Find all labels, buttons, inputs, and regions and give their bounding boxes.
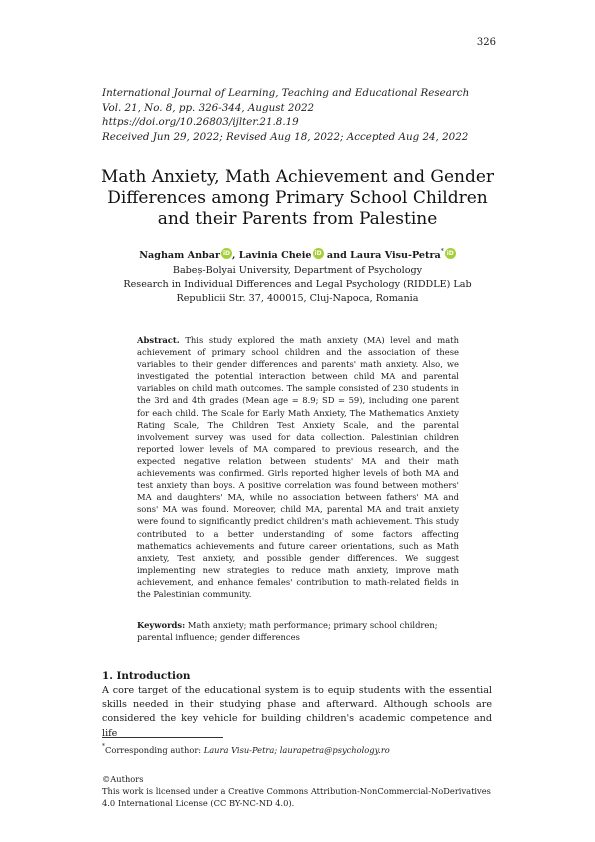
author-name: Nagham Anbar [139, 250, 221, 261]
page-number: 326 [476, 37, 496, 48]
abstract [137, 334, 459, 600]
footnote-label: Corresponding author: [105, 745, 204, 755]
abstract-label: Abstract. [137, 335, 180, 345]
copyright: ©Authors [102, 774, 144, 784]
keywords [137, 619, 459, 643]
author-list [90, 248, 505, 261]
author-name: Lavinia Cheie [238, 250, 312, 261]
license-block [102, 773, 502, 810]
keywords-label: Keywords: [137, 620, 186, 630]
affiliation-address: Republicii Str. 37, 400015, Cluj-Napoca, Romania [176, 293, 419, 304]
journal-doi[interactable]: https://doi.org/10.26803/ijlter.21.8.19 [102, 116, 299, 128]
journal-name: International Journal of Learning, Teaching and Educational Research [102, 87, 470, 99]
author-separator: , [232, 250, 239, 261]
orcid-icon[interactable]: iD [223, 250, 231, 257]
orcid-icon[interactable]: iD [314, 250, 322, 257]
journal-dates: Received Jun 29, 2022; Revised Aug 18, 2022; Accepted Aug 24, 2022 [102, 130, 469, 143]
footnote-mark: * [102, 743, 105, 750]
footnote-author[interactable]: Laura Visu-Petra; laurapetra@psychology.ro [203, 745, 390, 755]
abstract-text: This study explored the math anxiety (MA) level and math achievement of primary school children and the association of these variables to their gender differences and parents' math anxiety. Also, we investigated the potential interaction between child MA and parental variables on child math outcomes. The sample consisted of 230 students in the 3rd and 4th grades (Mean age = 8.9; SD = 59), including one parent for each child. The Scale for Early Math Anxiety, The Mathematics Anxiety Rating Scale, The Children Test Anxiety Scale, and the parental involvement survey was used for data collection. Palestinian children reported lower levels of MA compared to previous research, and the expected negative relation between students' MA and their math achievements was confirmed. Girls reported higher levels of both MA and test anxiety than boys. A positive correlation was found between mothers' MA and daughters' MA, while no association between fathers' MA and sons' MA was found. Moreover, child MA, parental MA and trait anxiety were found to significantly predict children's math achievement. This study contributed to a better understanding of some factors affecting mathematics achievements and future career orientations, such as Math anxiety, Test anxiety, and possible gender differences. We suggest implementing new strategies to reduce math anxiety, improve math achievement, and enhance females' contribution to math-related fields in the Palestinian community. [137, 335, 459, 599]
section-heading: 1. Introduction [102, 670, 191, 682]
affiliation [90, 264, 505, 306]
footnote-divider [102, 737, 223, 738]
affiliation-university: Babeș-Bolyai University, Department of Psychology [172, 265, 423, 276]
license-text: This work is licensed under a Creative Commons Attribution-NonCommercial-NoDerivatives 4.0 International License (CC BY-NC-ND 4.0). [102, 786, 491, 809]
orcid-icon[interactable]: iD [446, 250, 454, 257]
journal-volume: Vol. 21, No. 8, pp. 326-344, August 2022 [102, 101, 315, 114]
footnote [102, 743, 390, 755]
author-separator: and [323, 250, 351, 261]
author-name: Laura Visu-Petra [350, 250, 441, 261]
keywords-text: Math anxiety; math performance; primary school children; parental influence; gender differences [137, 620, 438, 643]
introduction-text: A core target of the educational system is to equip students with the essential skills needed in their studying phase and afterward. Although schools are considered the key vehicle for building children's academic competence and life [102, 685, 492, 739]
paper-title: Math Anxiety, Math Achievement and Gender Differences among Primary School Children and their Parents from Palestine [100, 167, 495, 229]
affiliation-lab: Research in Individual Differences and Legal Psychology (RIDDLE) Lab [123, 279, 472, 290]
corresponding-mark: * [440, 248, 444, 255]
journal-header [102, 86, 502, 144]
